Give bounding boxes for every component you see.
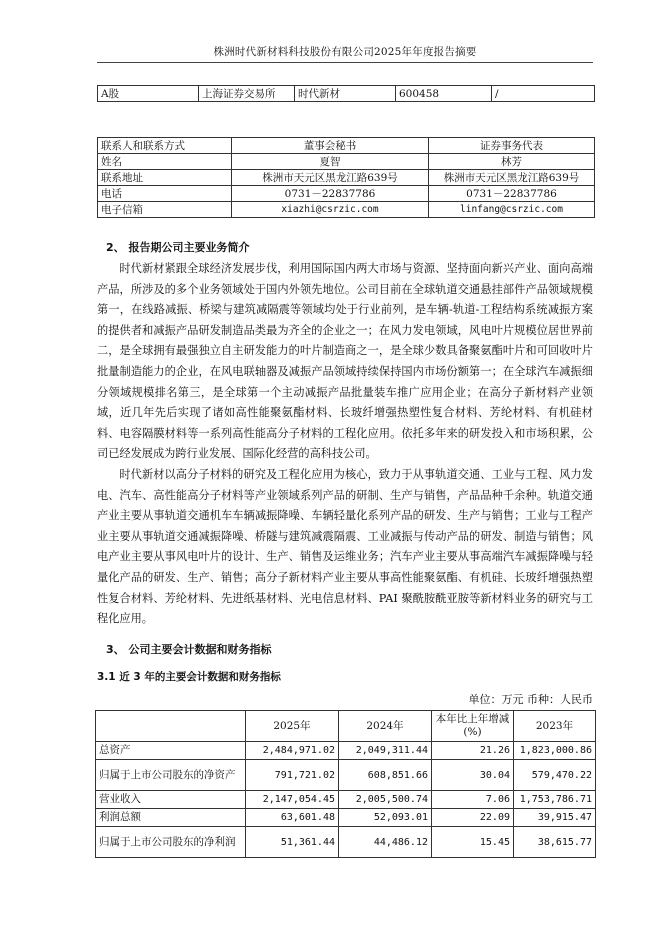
table-row <box>98 170 595 186</box>
value-2024: 2,049,311.44 <box>339 742 432 760</box>
secretary-value: 0731－22837786 <box>232 186 429 202</box>
rep-value: 株洲市天元区黑龙江路639号 <box>429 170 595 186</box>
value-2023: 579,470.22 <box>514 760 596 791</box>
contact-table <box>97 137 595 218</box>
contact-header-rep: 证券事务代表 <box>429 138 595 154</box>
header-2025: 2025年 <box>246 711 339 742</box>
table-row <box>96 791 596 809</box>
secretary-value: 夏智 <box>232 154 429 170</box>
paragraph: 时代新材紧跟全球经济发展步伐，利用国际国内两大市场与资源、坚持面向新兴产业、面向高端产品，所涉及的多个业务领域处于国内外领先地位。公司目前在全球轨道交通悬挂部件产品领域规模第一，在线路减振、桥梁与建筑减隔震等领域均处于行业前列，是车辆-轨道-工程结构系统减振方案的提供者和减振产品研发制造品类最为齐全的企业之一；在风力发电领域，风电叶片规模位居世界前二，是全球拥有最强独立自主研发能力的叶片制造商之一，是全球少数具备聚氨酯叶片和可回收叶片批量制造能力的企业，在风电联轴器及减振产品领域持续保持国内市场份额第一；在全球汽车减振细分领域规模排名第三，是全球第一个主动减振产品批量装车推广应用企业；在高分子新材料产业领域，近几年先后实现了诸如高性能聚氨酯材料、长玻纤增强热塑性复合材料、芳纶材料、有机硅材料、电容隔膜材料等一系列高性能高分子材料的工程化应用。依托多年来的研发投入和市场积累，公司已经发展成为跨行业发展、国际化经营的高科技公司。 <box>97 262 593 461</box>
stock-name-cell: 时代新材 <box>295 86 396 102</box>
page-header: 株洲时代新材料科技股份有限公司2025年年度报告摘要 <box>213 46 477 58</box>
unit-note: 单位：万元 币种：人民币 <box>468 693 593 706</box>
header-divider <box>97 62 593 63</box>
row-label: 利润总额 <box>96 809 246 827</box>
rep-value: 林芳 <box>429 154 595 170</box>
stock-code-cell: 600458 <box>396 86 492 102</box>
contact-header-label: 联系人和联系方式 <box>98 138 232 154</box>
header-blank <box>96 711 246 742</box>
exchange-cell: 上海证券交易所 <box>199 86 295 102</box>
value-2023: 39,915.47 <box>514 809 596 827</box>
secretary-email: xiazhi@csrzic.com <box>232 202 429 218</box>
table-row <box>96 760 596 791</box>
value-2024: 2,005,500.74 <box>339 791 432 809</box>
stock-info-table <box>97 85 595 102</box>
header-2024: 2024年 <box>339 711 432 742</box>
value-2025: 2,147,054.45 <box>246 791 339 809</box>
rep-value: 0731－22837786 <box>429 186 595 202</box>
table-row <box>98 154 595 170</box>
paragraph: 时代新材以高分子材料的研究及工程化应用为核心，致力于从事轨道交通、工业与工程、风力发电、汽车、高性能高分子材料等产业领域系列产品的研制、生产与销售，产品品种千余种。轨道交通产业主要从事轨道交通机车车辆减振降噪、车辆轻量化系列产品的研发、生产与销售；工业与工程产业主要从事轨道交通减振降噪、桥隧与建筑减震隔震、工业减振与传动产品的研发、制造与销售；风电产业主要从事风电叶片的设计、生产、销售及运维业务；汽车产业主要从事高端汽车减振降噪与轻量化产品的研发、生产、销售；高分子新材料产业主要从事高性能聚氨酯、有机硅、长玻纤增强热塑性复合材料、芳纶材料、先进纸基材料、光电信息材料、PAI 聚酰胺酰亚胺等新材料业务的研究与工程化应用。 <box>97 467 593 626</box>
value-2023: 1,753,786.71 <box>514 791 596 809</box>
table-row <box>96 809 596 827</box>
financial-table <box>95 710 596 858</box>
value-2025: 51,361.44 <box>246 827 339 858</box>
table-row <box>96 742 596 760</box>
row-label: 归属于上市公司股东的净利润 <box>96 827 246 858</box>
row-label: 电子信箱 <box>98 202 232 218</box>
value-2024: 44,486.12 <box>339 827 432 858</box>
stock-type-cell: A股 <box>98 86 199 102</box>
table-row <box>98 86 595 102</box>
table-header-row <box>98 138 595 154</box>
value-2025: 2,484,971.02 <box>246 742 339 760</box>
table-row <box>96 827 596 858</box>
header-change: 本年比上年增减(%) <box>432 711 514 742</box>
row-label: 联系地址 <box>98 170 232 186</box>
table-header-row <box>96 711 596 742</box>
value-change: 21.26 <box>432 742 514 760</box>
value-2023: 38,615.77 <box>514 827 596 858</box>
subsection-heading: 3.1 近 3 年的主要会计数据和财务指标 <box>97 671 281 683</box>
value-change: 7.06 <box>432 791 514 809</box>
header-2023: 2023年 <box>514 711 596 742</box>
secretary-value: 株洲市天元区黑龙江路639号 <box>232 170 429 186</box>
row-label: 总资产 <box>96 742 246 760</box>
contact-header-secretary: 董事会秘书 <box>232 138 429 154</box>
section-heading: 3、 公司主要会计数据和财务指标 <box>106 643 272 656</box>
row-label: 姓名 <box>98 154 232 170</box>
value-change: 15.45 <box>432 827 514 858</box>
value-2025: 791,721.02 <box>246 760 339 791</box>
row-label: 电话 <box>98 186 232 202</box>
former-name-cell: / <box>492 86 595 102</box>
row-label: 营业收入 <box>96 791 246 809</box>
business-description <box>97 259 593 630</box>
value-2024: 608,851.66 <box>339 760 432 791</box>
row-label: 归属于上市公司股东的净资产 <box>96 760 246 791</box>
value-change: 22.09 <box>432 809 514 827</box>
value-2024: 52,093.01 <box>339 809 432 827</box>
value-change: 30.04 <box>432 760 514 791</box>
rep-email: linfang@csrzic.com <box>429 202 595 218</box>
table-row <box>98 186 595 202</box>
section-heading: 2、 报告期公司主要业务简介 <box>106 241 250 254</box>
value-2023: 1,823,000.86 <box>514 742 596 760</box>
value-2025: 63,601.48 <box>246 809 339 827</box>
table-row <box>98 202 595 218</box>
